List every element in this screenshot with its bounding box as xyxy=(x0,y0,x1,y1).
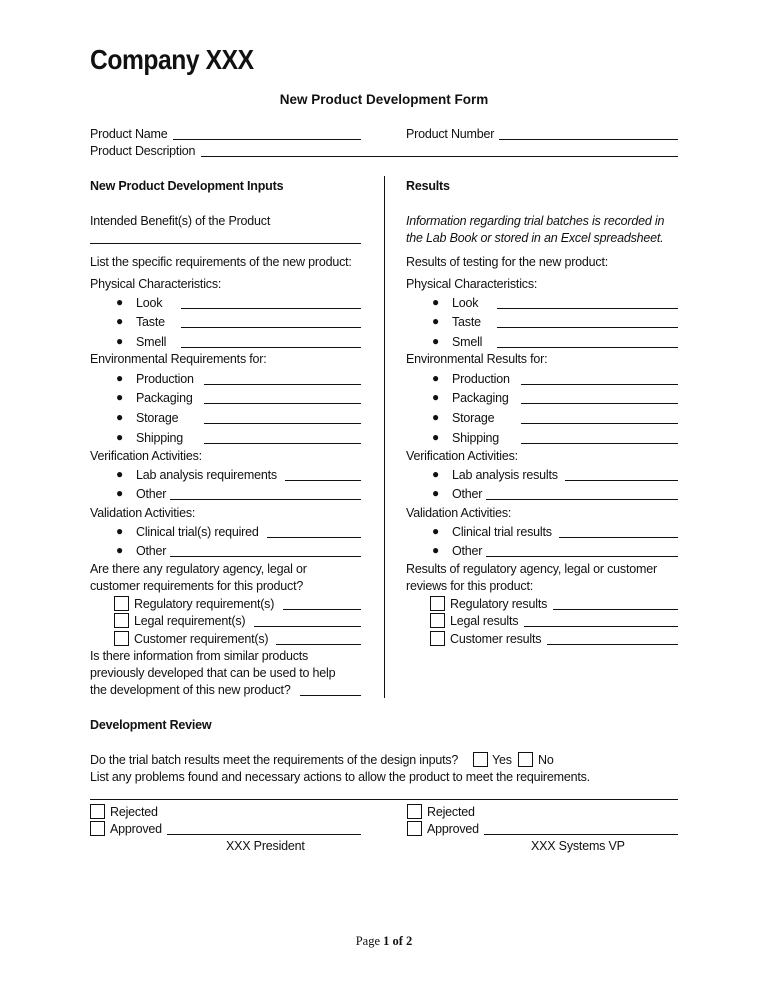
no-label: No xyxy=(538,753,554,767)
problems-label: List any problems found and necessary actions to allow the product to meet the requirements. xyxy=(90,770,590,784)
customer-requirement-checkbox[interactable] xyxy=(114,631,129,646)
similar-products-field[interactable] xyxy=(300,695,361,696)
legal-requirement-label: Legal requirement(s) xyxy=(134,614,246,628)
product-number-label: Product Number xyxy=(406,127,495,141)
regulatory-results-checkbox[interactable] xyxy=(430,596,445,611)
president-rejected-checkbox[interactable] xyxy=(90,804,105,819)
bullet-icon: ● xyxy=(432,371,440,385)
lab-analysis-field[interactable] xyxy=(285,480,361,481)
look-label: Look xyxy=(136,296,163,310)
bullet-icon: ● xyxy=(432,314,440,328)
similar-products-question-3: the development of this new product? xyxy=(90,683,291,697)
customer-requirement-label: Customer requirement(s) xyxy=(134,632,269,646)
bullet-icon: ● xyxy=(116,486,124,500)
bullet-icon: ● xyxy=(432,524,440,538)
problems-field[interactable] xyxy=(90,799,678,800)
column-divider xyxy=(384,176,385,698)
results-physical-label: Physical Characteristics: xyxy=(406,277,538,291)
regulatory-requirement-checkbox[interactable] xyxy=(114,596,129,611)
validation-label: Validation Activities: xyxy=(90,506,196,520)
president-signer-label: XXX President xyxy=(226,839,305,853)
bullet-icon: ● xyxy=(432,467,440,481)
vp-signer-label: XXX Systems VP xyxy=(531,839,625,853)
vp-rejected-checkbox[interactable] xyxy=(407,804,422,819)
review-question: Do the trial batch results meet the requirements of the design inputs? xyxy=(90,753,459,767)
storage-field[interactable] xyxy=(204,423,361,424)
inputs-heading: New Product Development Inputs xyxy=(90,179,284,193)
yes-label: Yes xyxy=(492,753,512,767)
intended-benefit-field[interactable] xyxy=(90,243,361,244)
results-taste-label: Taste xyxy=(452,315,481,329)
vp-rejected-label: Rejected xyxy=(427,805,475,819)
vp-approved-checkbox[interactable] xyxy=(407,821,422,836)
production-label: Production xyxy=(136,372,194,386)
regulatory-requirement-label: Regulatory requirement(s) xyxy=(134,597,275,611)
bullet-icon: ● xyxy=(432,390,440,404)
customer-requirement-field[interactable] xyxy=(276,644,361,645)
customer-results-checkbox[interactable] xyxy=(430,631,445,646)
bullet-icon: ● xyxy=(116,314,124,328)
lab-analysis-results-label: Lab analysis results xyxy=(452,468,558,482)
president-approved-checkbox[interactable] xyxy=(90,821,105,836)
shipping-field[interactable] xyxy=(204,443,361,444)
intended-benefit-label: Intended Benefit(s) of the Product xyxy=(90,214,271,228)
page-number xyxy=(0,934,768,949)
clinical-trial-results-field[interactable] xyxy=(559,537,678,538)
results-shipping-label: Shipping xyxy=(452,431,500,445)
results-regulatory-label: Results of regulatory agency, legal or customer xyxy=(406,562,657,576)
clinical-trial-label: Clinical trial(s) required xyxy=(136,525,259,539)
results-packaging-label: Packaging xyxy=(452,391,509,405)
bullet-icon: ● xyxy=(116,371,124,385)
results-info: Information regarding trial batches is recorded in xyxy=(406,214,665,228)
customer-results-field[interactable] xyxy=(547,644,678,645)
results-verification-label: Verification Activities: xyxy=(406,449,518,463)
results-production-field[interactable] xyxy=(521,384,678,385)
results-storage-field[interactable] xyxy=(521,423,678,424)
legal-results-label: Legal results xyxy=(450,614,519,628)
regulatory-results-label: Regulatory results xyxy=(450,597,548,611)
bullet-icon: ● xyxy=(116,295,124,309)
company-name: Company XXX xyxy=(90,44,254,75)
review-heading: Development Review xyxy=(90,718,212,732)
legal-requirement-field[interactable] xyxy=(254,626,361,627)
bullet-icon: ● xyxy=(432,430,440,444)
results-smell-label: Smell xyxy=(452,335,483,349)
legal-requirement-checkbox[interactable] xyxy=(114,613,129,628)
storage-label: Storage xyxy=(136,411,179,425)
verification-label: Verification Activities: xyxy=(90,449,202,463)
results-look-label: Look xyxy=(452,296,479,310)
customer-results-label: Customer results xyxy=(450,632,542,646)
president-rejected-label: Rejected xyxy=(110,805,158,819)
product-number-field[interactable] xyxy=(499,139,678,140)
product-name-label: Product Name xyxy=(90,127,168,141)
results-storage-label: Storage xyxy=(452,411,495,425)
clinical-trial-field[interactable] xyxy=(267,537,361,538)
results-validation-label: Validation Activities: xyxy=(406,506,512,520)
regulatory-requirement-field[interactable] xyxy=(283,609,361,610)
form-title: New Product Development Form xyxy=(279,92,489,107)
page-of: of xyxy=(392,934,403,948)
look-field[interactable] xyxy=(181,308,361,309)
product-description-label: Product Description xyxy=(90,144,196,158)
packaging-label: Packaging xyxy=(136,391,193,405)
bullet-icon: ● xyxy=(116,334,124,348)
product-name-field[interactable] xyxy=(173,139,361,140)
bullet-icon: ● xyxy=(432,410,440,424)
clinical-trial-results-label: Clinical trial results xyxy=(452,525,552,539)
results-smell-field[interactable] xyxy=(497,347,678,348)
results-verification-other-field[interactable] xyxy=(486,499,678,500)
page-current: 1 xyxy=(383,934,390,948)
results-verification-other-label: Other xyxy=(452,487,483,501)
regulatory-question-cont: customer requirements for this product? xyxy=(90,579,304,593)
results-heading: Results xyxy=(406,179,450,193)
lab-analysis-label: Lab analysis requirements xyxy=(136,468,277,482)
no-checkbox[interactable] xyxy=(518,752,533,767)
bullet-icon: ● xyxy=(116,430,124,444)
similar-products-question-2: previously developed that can be used to help xyxy=(90,666,336,680)
smell-field[interactable] xyxy=(181,347,361,348)
results-look-field[interactable] xyxy=(497,308,678,309)
validation-other-label: Other xyxy=(136,544,167,558)
bullet-icon: ● xyxy=(116,543,124,557)
bullet-icon: ● xyxy=(432,486,440,500)
verification-other-field[interactable] xyxy=(170,499,361,500)
bullet-icon: ● xyxy=(116,390,124,404)
yes-checkbox[interactable] xyxy=(473,752,488,767)
vp-signature-field[interactable] xyxy=(484,834,678,835)
validation-other-field[interactable] xyxy=(170,556,361,557)
results-taste-field[interactable] xyxy=(497,327,678,328)
regulatory-results-field[interactable] xyxy=(553,609,678,610)
bullet-icon: ● xyxy=(432,334,440,348)
verification-other-label: Other xyxy=(136,487,167,501)
bullet-icon: ● xyxy=(116,410,124,424)
testing-label: Results of testing for the new product: xyxy=(406,255,609,269)
product-description-field[interactable] xyxy=(201,156,678,157)
taste-field[interactable] xyxy=(181,327,361,328)
regulatory-question: Are there any regulatory agency, legal or xyxy=(90,562,307,576)
physical-characteristics-label: Physical Characteristics: xyxy=(90,277,222,291)
bullet-icon: ● xyxy=(116,467,124,481)
page-total: 2 xyxy=(406,934,413,948)
president-approved-label: Approved xyxy=(110,822,162,836)
bullet-icon: ● xyxy=(116,524,124,538)
results-environmental-label: Environmental Results for: xyxy=(406,352,548,366)
president-signature-field[interactable] xyxy=(167,834,361,835)
results-validation-other-field[interactable] xyxy=(486,556,678,557)
taste-label: Taste xyxy=(136,315,165,329)
results-info-cont: the Lab Book or stored in an Excel spreadsheet. xyxy=(406,231,664,245)
results-production-label: Production xyxy=(452,372,510,386)
similar-products-question: Is there information from similar products xyxy=(90,649,309,663)
page-prefix: Page xyxy=(355,934,380,948)
legal-results-field[interactable] xyxy=(524,626,678,627)
bullet-icon: ● xyxy=(432,543,440,557)
results-shipping-field[interactable] xyxy=(521,443,678,444)
results-packaging-field[interactable] xyxy=(521,403,678,404)
packaging-field[interactable] xyxy=(204,403,361,404)
vp-approved-label: Approved xyxy=(427,822,479,836)
production-field[interactable] xyxy=(204,384,361,385)
lab-analysis-results-field[interactable] xyxy=(565,480,678,481)
specific-requirements-label: List the specific requirements of the new product: xyxy=(90,255,352,269)
results-validation-other-label: Other xyxy=(452,544,483,558)
bullet-icon: ● xyxy=(432,295,440,309)
environmental-label: Environmental Requirements for: xyxy=(90,352,267,366)
legal-results-checkbox[interactable] xyxy=(430,613,445,628)
smell-label: Smell xyxy=(136,335,167,349)
shipping-label: Shipping xyxy=(136,431,184,445)
results-regulatory-label-cont: reviews for this product: xyxy=(406,579,533,593)
